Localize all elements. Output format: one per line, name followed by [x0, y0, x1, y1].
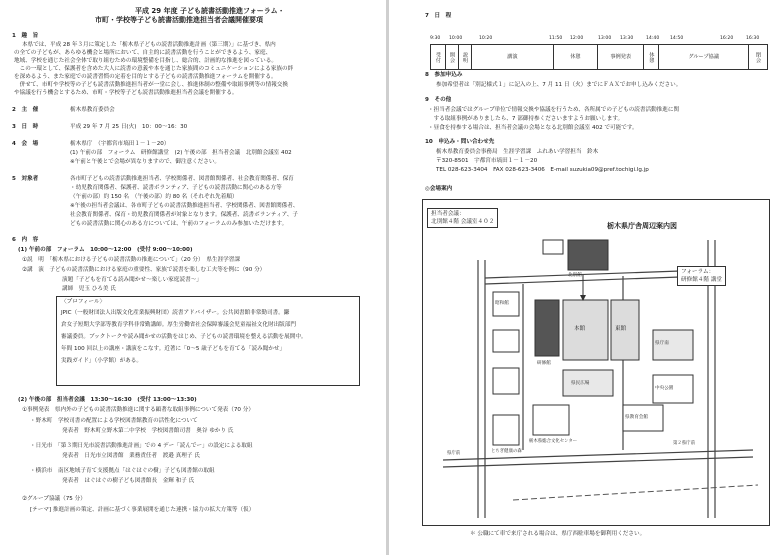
sec1-line: や協議を行う機会とするため、市町・学校等子ども読書活動推進担当者会議を開催する。: [14, 90, 238, 96]
pm-item-2: ②グループ協議（75 分）: [22, 496, 86, 502]
sec9-line: ・昼食を持参する場合は、担当者会議の会場となる北別館会議室 402 で可能です。: [428, 125, 638, 131]
sec1-line: を深めるよう、また家庭での読書習慣の定着を目的とする子どもの読書活動推進フォーラムを開催する。: [14, 74, 277, 80]
map-label-training: 研修館: [537, 361, 551, 366]
sec9-heading: 9 その他: [425, 97, 452, 103]
sec1-line: 併せて、市町や学校等の子ども読書活動推進担当者が一堂に会し、推進体制の整備や取組事例等の情報交換: [14, 82, 288, 88]
profile-line: 倉女子短期大学部等教育学科非常勤講師。厚生労働省社会保障審議会児童福祉文化財出版部門: [61, 322, 296, 328]
sec2-heading: 2 主 催: [12, 107, 39, 113]
pm-case-a: ・野木町 学校司書の配置による学校図書館教育の活性化について: [30, 418, 198, 424]
sec9-line: ・担当者会議ではグループ単位で情報交換や協議を行うため、各所属での子どもの読書活動推進に関: [428, 107, 680, 113]
schedule-cell: 休憩: [554, 45, 598, 69]
time-label: 16:30: [746, 36, 760, 41]
time-label: 10:00: [449, 36, 463, 41]
am-venue-label-2: 研修館４階 講堂: [681, 277, 722, 283]
map-label-plaza: 県民広場: [571, 381, 590, 386]
am-venue-label-1: フォーラム：: [681, 269, 715, 275]
sec1-line: 地域、学校を通じた社会全体で取り組むための環境整備を目指し、総合的、計画的な推進を図っている。: [14, 58, 277, 64]
sec1-line: この一環として、保護者を含めた大人に読書の意義や本を通じた家族間のコミュニケーションによる家族の絆: [14, 66, 294, 72]
pm-item-1: ①事例発表 県内外の子どもの読書活動推進に関する顕著な取組事例について発表（70 分）: [22, 407, 254, 413]
pm-case-b: ・日光市 「第３期日光市読書活動推進計画」での 4 デー「読んでー」の設定による取組: [30, 443, 253, 449]
map-section-label: ◎会場案内: [425, 186, 453, 192]
time-label: 14:40: [646, 36, 660, 41]
map-block: [493, 368, 519, 394]
time-label: 14:50: [670, 36, 684, 41]
sec9-line: する取組事例がありましたら、7 部御持参くださいますようお願いします。: [428, 116, 624, 122]
map-label-kencho-mae: 県庁前: [447, 451, 461, 456]
profile-line: 実践ガイド」（小学館）がある。: [61, 358, 142, 364]
sec4-line: ※午前と午後とで会場が異なりますので、御注意ください。: [70, 159, 221, 165]
sec7-heading: 7 日 程: [425, 13, 452, 19]
sec4-line: 栃木県庁 （宇都宮市塙田１－１－20）: [70, 141, 170, 147]
pm-venue-label-2: 北別館４階 会議室４０２: [431, 219, 495, 225]
map-label-north-annex: 北別館: [568, 273, 582, 278]
sec1-heading: 1 趣 旨: [12, 33, 39, 39]
time-label: 13:30: [620, 36, 634, 41]
am-item-2: ②講 演 子どもの読書活動における家庭の重要性、家族で読書を楽しむ工夫等を例に（90 分）: [22, 267, 266, 273]
pm-heading: (2) 午後の部 担当者会議 13:30～16:30 (受付 13:00～13:30): [18, 397, 197, 403]
sec5-line: どもの読書活動に関心のある方については、午前のフォーラムのみ参加いただけます。: [70, 221, 288, 227]
pm-venue-label-1: 担当者会議：: [431, 211, 465, 217]
sec3-value: 平成 29 年 7 月 25 日(火) 10：00～16：30: [70, 124, 188, 130]
pm-case-c: ・横浜市 南区地域子育て支援拠点「はぐはぐの樹」子ども図書館の取組: [30, 468, 215, 474]
sec4-heading: 4 会 場: [12, 141, 39, 147]
sec1-line: 本県では、平成 28 年３月に策定した「栃木県子どもの読書活動推進計画（第三期）」に基づき、県内: [22, 42, 276, 48]
time-label: 12:00: [570, 36, 584, 41]
sec5-line: （午前の部）約 150 名 （午後の部）約 80 名（それぞれ先着順）: [70, 194, 238, 200]
sec3-heading: 3 日 時: [12, 124, 39, 130]
map-label-education-hall: 県教育会館: [625, 415, 648, 420]
map-drawing: [423, 200, 769, 525]
sec10-line: 栃木県教育委員会事務局 生涯学習課 ふれあい学習担当 鈴木: [436, 149, 599, 155]
map-label-east: 東館: [615, 326, 627, 332]
map-note: ＊ 公職にて車で来庁される場合は、県庁西駐車場を御利用ください。: [470, 531, 646, 537]
venue-map: [422, 199, 770, 526]
pm-case-a-presenter: 発表者 野木町立野木第二中学校 学校図書館司書 奥谷 ゆかり 氏: [62, 428, 234, 434]
map-block: [493, 330, 519, 352]
schedule-table: [430, 36, 768, 70]
am-heading: (1) 午前の部 フォーラム 10:00～12:00 (受付 9:00～10:00): [18, 247, 193, 253]
schedule-cell: 事例発表: [598, 45, 644, 69]
sec5-line: ・幼児教育関係者、保護者、読書ボランティア、子どもの読書活動に関心のある方等: [70, 185, 282, 191]
pm-case-b-presenter: 発表者 日光市立図書館 業務責任者 渡邉 真理子 氏: [62, 453, 200, 459]
map-label-central-park: 中央公園: [655, 386, 674, 391]
sec1-line: の全ての子どもが、あらゆる機会と場所において、自主的に読書活動を行うことができるよう、家庭、: [14, 50, 272, 56]
map-building-main: [563, 300, 608, 360]
am-lecture-title: 演題「子どもを育てる読み聞かせ～楽しい家庭読書～」: [62, 277, 202, 283]
schedule-row: [430, 44, 768, 70]
map-building-north-annex: [568, 240, 608, 270]
pm-venue-callout: [427, 208, 498, 228]
map-label-showa: 昭和館: [495, 301, 509, 306]
time-label: 13:00: [598, 36, 612, 41]
sec8-heading: 8 参加申込み: [425, 72, 463, 78]
sec5-line: 各市町子どもの読書活動推進担当者、学校関係者、図書館関係者、社会教育関係者、保育: [70, 176, 294, 182]
map-block: [543, 240, 563, 254]
map-building-training: [535, 300, 559, 356]
am-item-1: ①説 明 「栃木県における子どもの読書活動の推進について」（20 分） 県生涯学習課: [22, 257, 240, 263]
sec5-line: 社会教育関係者、保育・幼児教育関係者が対象となります。保護者、読書ボランティア、子: [70, 212, 299, 218]
profile-line: 審議委員。ブックトークや読み聞かせの活動をはじめ、子どもの読書環境を整える活動を展開中。: [61, 334, 307, 340]
header-title-1: 平成 29 年度 子ども読書活動推進フォーラム・: [135, 7, 285, 15]
schedule-cell: 説明: [459, 45, 472, 69]
pm-case-c-presenter: 発表者 はぐはぐの樹子ども図書館長 金輝 和子 氏: [62, 478, 195, 484]
sec2-value: 栃木県教育委員会: [70, 107, 115, 113]
am-lecture-speaker: 講師 児玉 ひろ美 氏: [62, 286, 116, 292]
time-label: 10:20: [479, 36, 493, 41]
schedule-cell: 受付: [431, 45, 446, 69]
schedule-cell: 講演: [472, 45, 554, 69]
time-label: 9:30: [430, 36, 441, 41]
map-block: [493, 415, 519, 445]
sec5-heading: 5 対象者: [12, 176, 39, 182]
map-title: 栃木県庁舎周辺案内図: [607, 222, 677, 230]
profile-heading: 〈プロフィール〉: [61, 299, 106, 305]
profile-line: JPIC（一般財団法人出版文化産業振興財団）読書アドバイザー。公共図書館非常勤司書。鎌: [61, 310, 290, 316]
schedule-cell: 開会: [446, 45, 459, 69]
map-label-dai2-kencho-mae: 第２県庁前: [673, 441, 695, 446]
sec10-heading: 10 申込み・問い合わせ先: [425, 139, 495, 145]
sec5-line: ※午後の担当者会議は、各市町子どもの読書活動推進担当者、学校関係者、図書館関係者、: [70, 203, 299, 209]
map-block: [533, 405, 569, 435]
schedule-cell: 閉会: [755, 51, 761, 63]
schedule-cell: 休憩: [644, 45, 659, 69]
map-label-culture-center: 栃木県総合文化センター: [529, 439, 578, 444]
sec8-text: 参加希望者は「別記様式１」に記入の上、7 月 11 日（火）までにＦＡＸでお申し込みください。: [436, 82, 682, 88]
pm-item-2-theme: [テーマ] 推進計画の策定、計画に基づく事業展開を通じた連携・協力の拡大方策等（仮）: [30, 507, 255, 513]
sec6-heading: 6 内 容: [12, 237, 39, 243]
sec10-line: TEL 028-623-3404 FAX 028-623-3406 E-mail suzukia09@pref.tochigi.lg.jp: [436, 167, 649, 173]
profile-line: 年間 100 回以上の講座・講演をこなす。近著に「0～5 歳子どもを育てる「読み聞かせ」: [61, 346, 286, 352]
profile-box: [56, 296, 360, 386]
schedule-cell: グループ協議: [659, 45, 749, 69]
time-label: 16:20: [720, 36, 734, 41]
map-label-health-forest: とちぎ健康の森: [491, 449, 522, 454]
map-label-main: 本館: [574, 326, 586, 332]
sec10-line: 〒320-8501 宇都宮市塙田１－１－20: [436, 158, 538, 164]
time-label: 11:50: [549, 36, 563, 41]
map-label-kencho-minami: 県庁南: [655, 341, 669, 346]
am-venue-callout: [677, 266, 726, 286]
sec4-line: (1) 午前の部 フォーラム 研修館講堂 (2) 午後の部 担当者会議 北別館会議室 402: [70, 150, 292, 156]
header-title-2: 市町・学校等子ども読書活動推進担当者会議開催要項: [95, 16, 263, 24]
schedule-times: [430, 36, 768, 44]
